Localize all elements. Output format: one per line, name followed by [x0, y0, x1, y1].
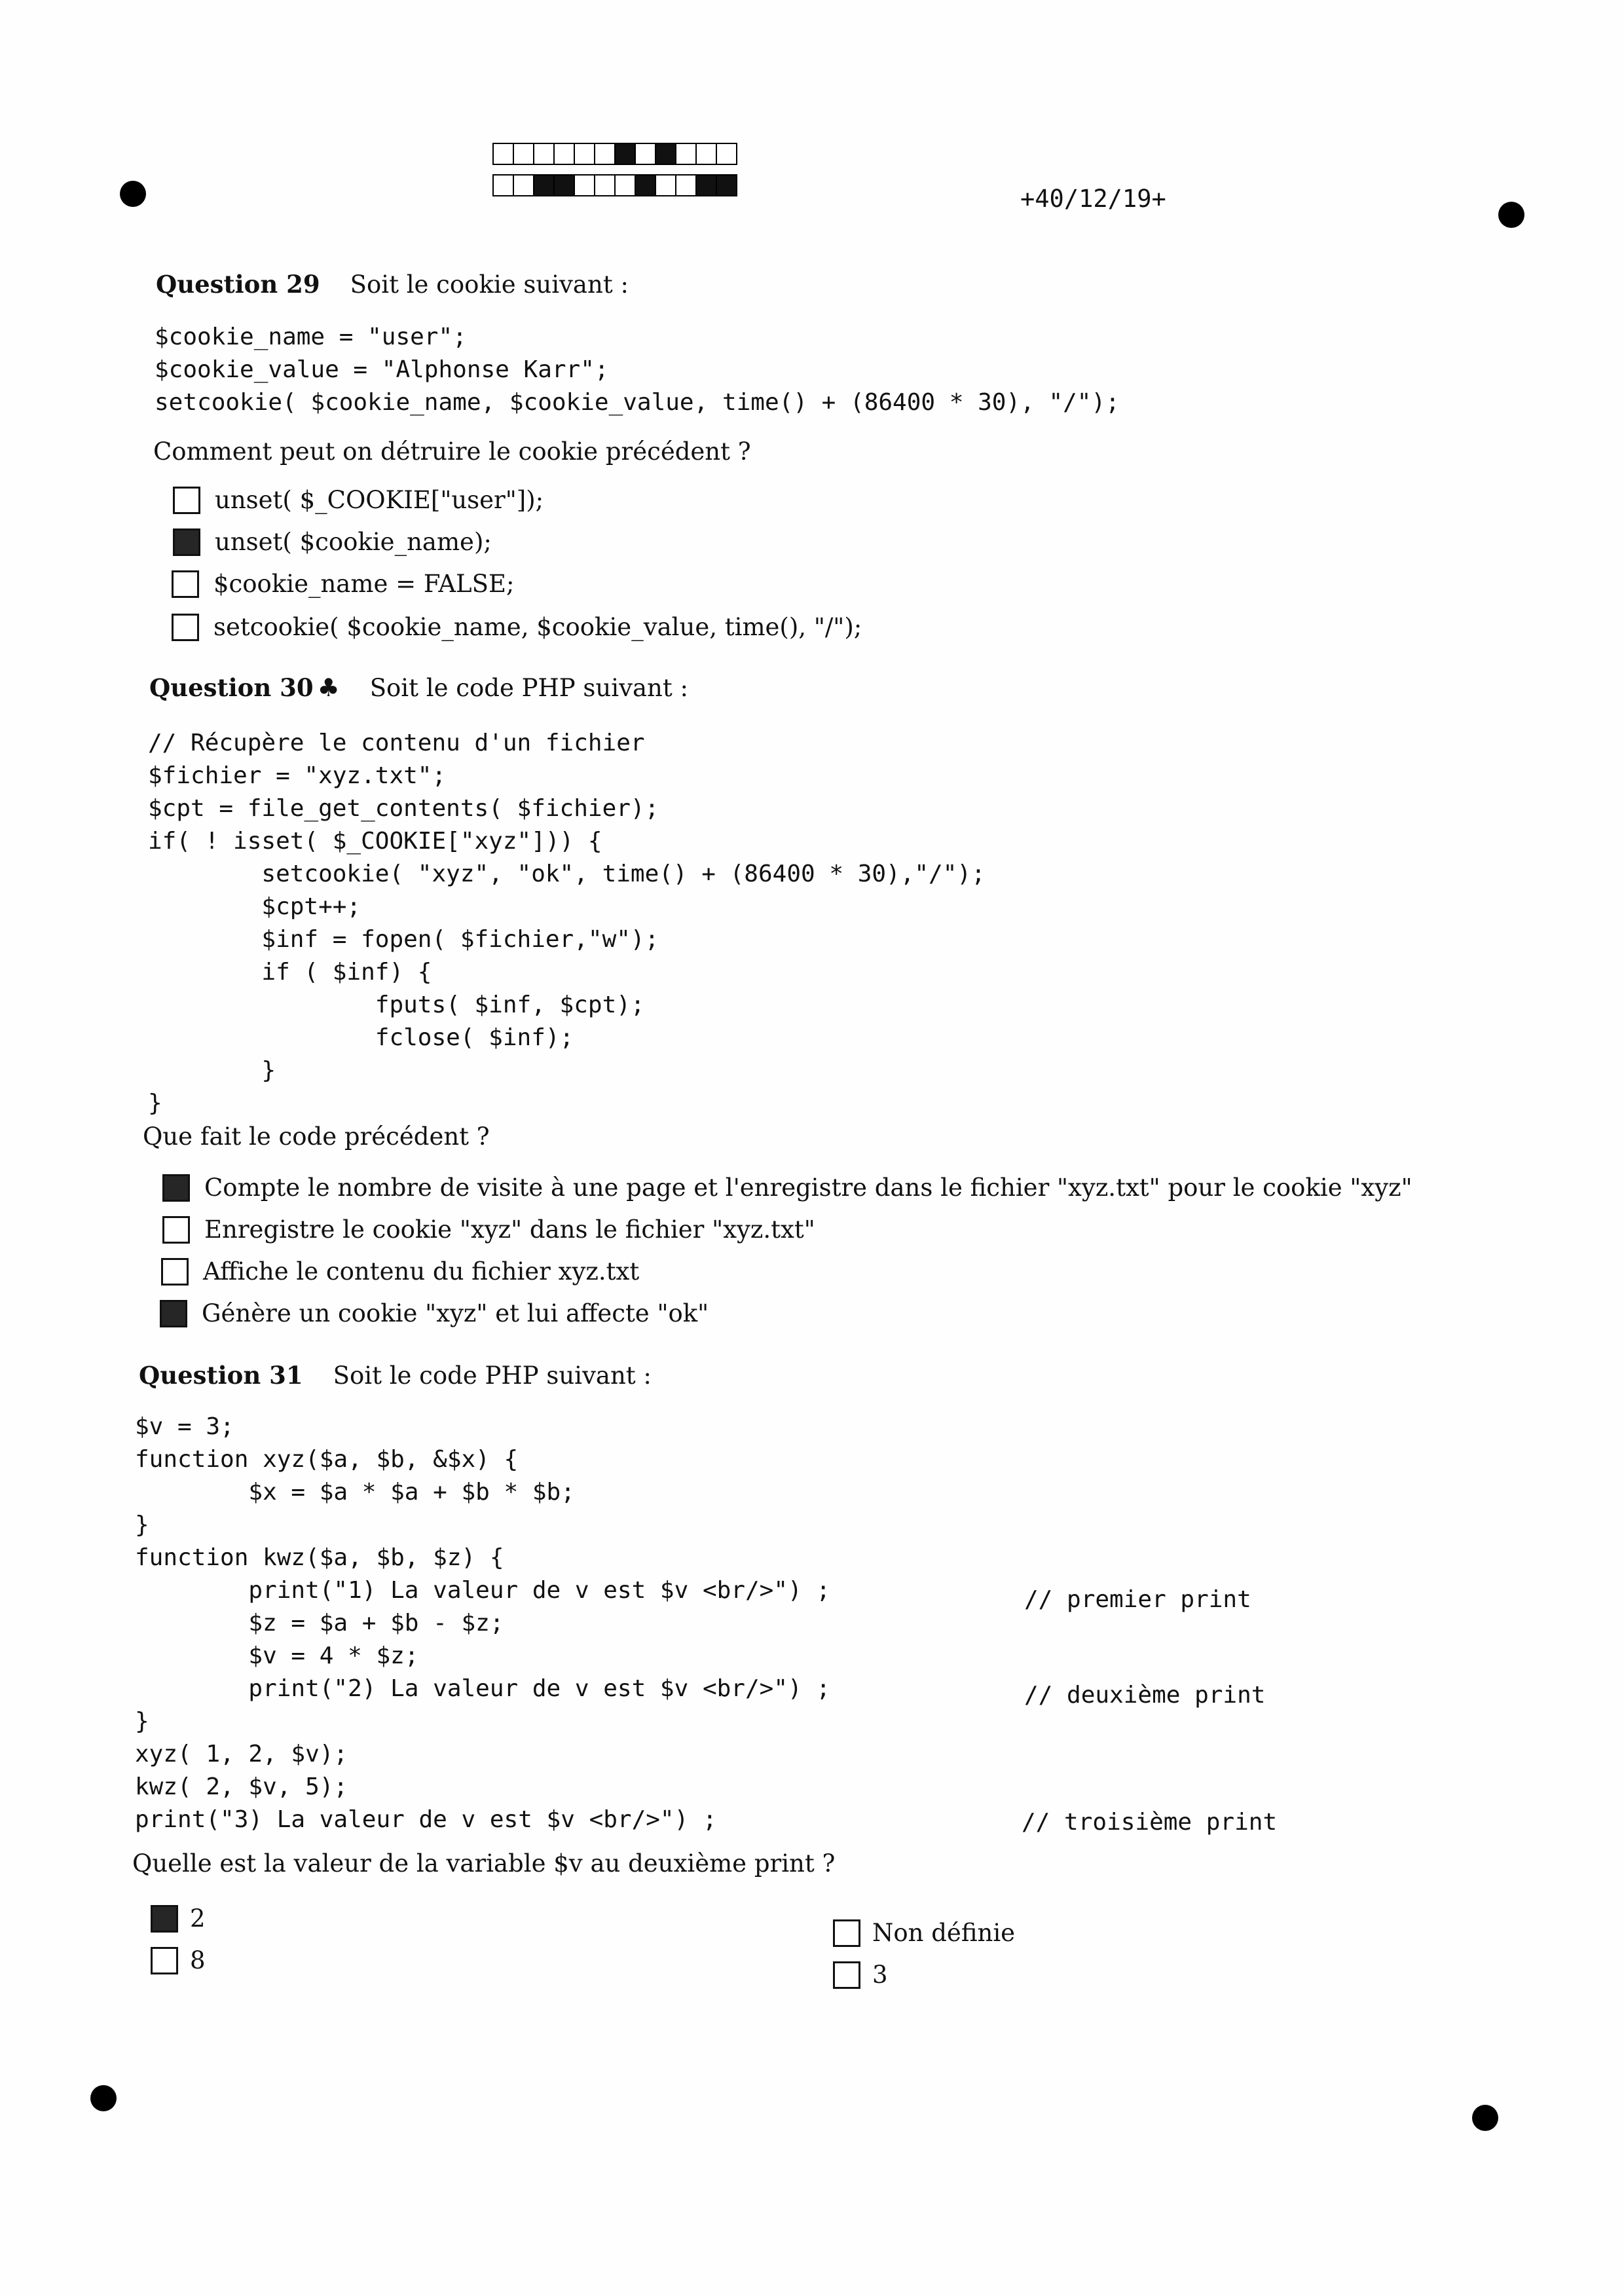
id-grid-cell [533, 174, 555, 196]
q29-option-4[interactable] [172, 613, 862, 641]
q29-option-1[interactable] [173, 486, 544, 514]
sheet-id: +40/12/19+ [1020, 185, 1166, 213]
checkbox[interactable] [833, 1919, 860, 1947]
id-grid-cell [553, 143, 575, 165]
registration-mark-bottom-right [1472, 2105, 1498, 2131]
q29-option-2[interactable] [173, 528, 492, 556]
question-29-prompt: Comment peut on détruire le cookie précédent ? [153, 437, 751, 466]
id-grid-cell [635, 174, 656, 196]
id-grid-cell [695, 174, 717, 196]
id-grid-cell [513, 174, 534, 196]
option-label: Compte le nombre de visite à une page et l'enregistre dans le fichier "xyz.txt" pour le cookie "xyz" [204, 1174, 1412, 1202]
id-grid-cell [716, 143, 737, 165]
id-grid-cell [574, 143, 595, 165]
comment-premier-print: // premier print [1024, 1586, 1251, 1613]
id-grid-cell [675, 174, 697, 196]
id-grid-cell [594, 174, 616, 196]
option-label: unset( $cookie_name); [215, 528, 492, 556]
question-30-heading [149, 673, 688, 702]
registration-mark-bottom-left [90, 2085, 117, 2111]
question-29-code: $cookie_name = "user"; $cookie_value = "Alphonse Karr"; setcookie( $cookie_name, $cookie_value, time() + (86400 * 30), "/"); [155, 324, 1120, 416]
option-label: unset( $_COOKIE["user"]); [215, 486, 544, 514]
id-grid-cell [574, 174, 595, 196]
q31-option-2[interactable] [151, 1904, 206, 1933]
q30-option-4[interactable] [160, 1299, 709, 1327]
q31-option-non-definie[interactable] [833, 1919, 1015, 1947]
id-grid-cell [492, 174, 514, 196]
checkbox[interactable] [173, 487, 200, 514]
checkbox[interactable] [162, 1216, 190, 1244]
checkbox[interactable] [151, 1947, 178, 1974]
checkbox[interactable] [160, 1300, 187, 1327]
id-grid-cell [594, 143, 616, 165]
option-label: 2 [190, 1904, 206, 1933]
option-label: Non définie [872, 1919, 1016, 1947]
id-grid-cell [675, 143, 697, 165]
option-label: Affiche le contenu du fichier xyz.txt [203, 1257, 640, 1286]
checkbox[interactable] [161, 1258, 189, 1286]
question-29-title: Question 29 [156, 270, 320, 299]
option-label: Enregistre le cookie "xyz" dans le fichier "xyz.txt" [204, 1215, 815, 1244]
checkbox[interactable] [172, 614, 199, 641]
id-grid-cell [513, 143, 534, 165]
registration-mark-top-right [1498, 202, 1524, 228]
id-grid-cell [553, 174, 575, 196]
id-grid-cell [614, 143, 636, 165]
question-31-heading [139, 1361, 652, 1390]
q30-option-3[interactable] [161, 1257, 639, 1286]
question-30-prompt: Que fait le code précédent ? [143, 1122, 490, 1151]
question-30-intro: Soit le code PHP suivant : [369, 674, 688, 702]
club-icon: ♣ [317, 673, 340, 702]
checkbox[interactable] [833, 1961, 860, 1989]
q31-option-3[interactable] [833, 1961, 888, 1989]
option-label: Génère un cookie "xyz" et lui affecte "ok" [202, 1299, 709, 1327]
q31-option-8[interactable] [151, 1946, 206, 1974]
id-grid-cell [492, 143, 514, 165]
question-30-code: // Récupère le contenu d'un fichier $fichier = "xyz.txt"; $cpt = file_get_contents( $fichier); if( ! isset( $_COOKIE["xyz"])) { setcookie( "xyz", "ok", time() + (86400 * 30),"/"); $cpt++; $inf = fopen( $fichier,"w"); if ( $inf) { fputs( $inf, $cpt); fclose( $inf); } } [148, 730, 986, 1117]
checkbox[interactable] [162, 1174, 190, 1202]
option-label: 3 [872, 1961, 888, 1989]
id-grid-cell [635, 143, 656, 165]
id-grid-row-2 [492, 174, 736, 198]
checkbox[interactable] [172, 570, 199, 598]
registration-mark-top-left [120, 181, 146, 207]
option-label: setcookie( $cookie_name, $cookie_value, time(), "/"); [213, 613, 862, 641]
question-29-heading [156, 270, 629, 299]
comment-deuxieme-print: // deuxième print [1024, 1682, 1266, 1709]
q29-option-3[interactable] [172, 570, 514, 598]
checkbox[interactable] [151, 1905, 178, 1933]
id-grid-cell [533, 143, 555, 165]
q30-option-2[interactable] [162, 1215, 815, 1244]
id-grid-cell [614, 174, 636, 196]
question-30-title: Question 30 [149, 673, 314, 702]
question-31-prompt: Quelle est la valeur de la variable $v au deuxième print ? [132, 1849, 836, 1878]
checkbox[interactable] [173, 528, 200, 556]
id-grid-cell [655, 143, 676, 165]
comment-troisieme-print: // troisième print [1022, 1809, 1278, 1836]
option-label: 8 [190, 1946, 206, 1974]
question-31-code: $v = 3; function xyz($a, $b, &$x) { $x = $a * $a + $b * $b; } function kwz($a, $b, $z) { print("1) La valeur de v est $v <br/>") ; $z = $a + $b - $z; $v = 4 * $z; print("2) La valeur de v est $v <br/>") ; } xyz( 1, 2, $v); kwz( 2, $v, 5); print("3) La valeur de v est $v <br/>") ; [135, 1413, 831, 1833]
option-label: $cookie_name = FALSE; [213, 570, 515, 598]
question-31-intro: Soit le code PHP suivant : [333, 1361, 652, 1390]
question-29-intro: Soit le cookie suivant : [350, 270, 629, 299]
id-grid-cell [695, 143, 717, 165]
id-grid-cell [716, 174, 737, 196]
id-grid-cell [655, 174, 676, 196]
q30-option-1[interactable] [162, 1174, 1412, 1202]
question-31-title: Question 31 [139, 1361, 303, 1390]
id-grid-row-1 [492, 143, 736, 166]
